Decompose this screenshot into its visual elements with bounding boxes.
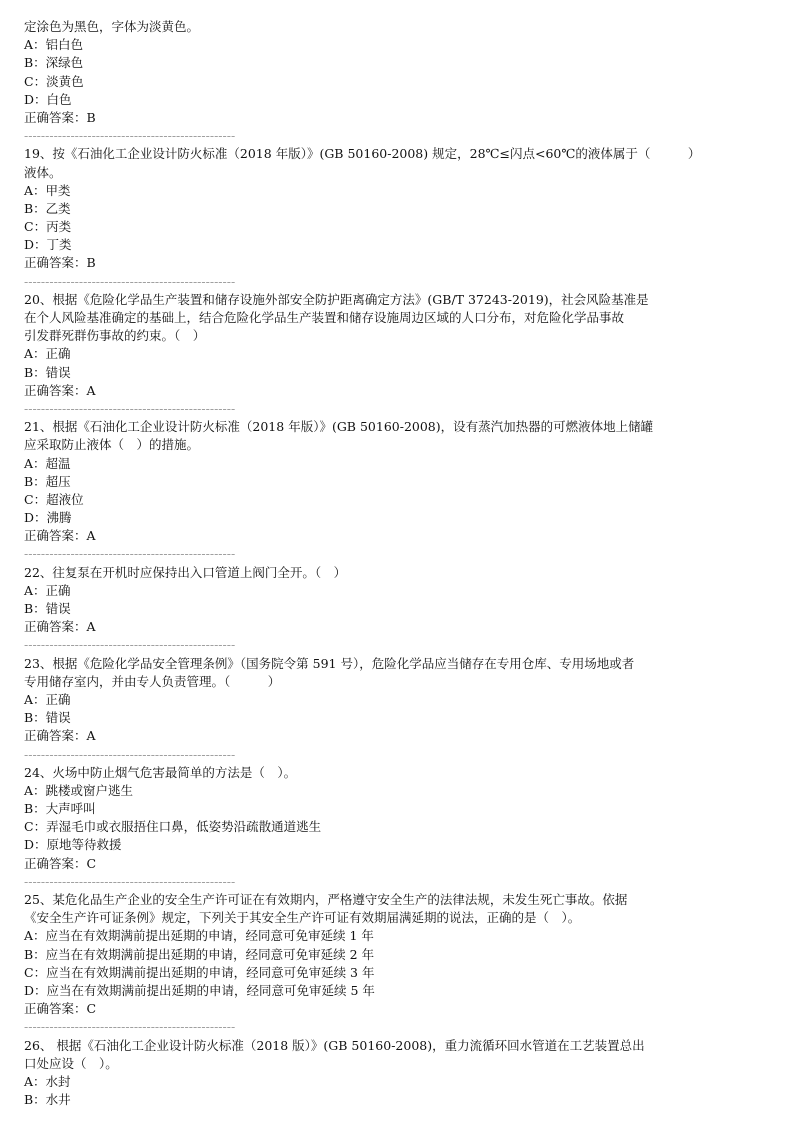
question-text-line: 应采取防止液体（ ）的措施。 [24,437,200,453]
option-b: B：错误 [24,710,71,726]
question-text-line: 20、根据《危险化学品生产装置和储存设施外部安全防护距离确定方法》(GB/T 37243-2019)，社会风险基准是 [24,291,649,307]
option-c: C：淡黄色 [24,73,84,89]
option-b: B：错误 [24,364,71,380]
correct-answer: 正确答案：B [24,109,96,125]
question-intro [24,18,724,145]
correct-answer: 正确答案：A [24,619,96,635]
question-text-line: 《安全生产许可证条例》规定，下列关于其安全生产许可证有效期届满延期的说法，正确的是（ ）。 [24,910,581,926]
option-c: C：应当在有效期满前提出延期的申请，经同意可免审延续 3 年 [24,964,375,980]
question-text-line: 24、火场中防止烟气危害最简单的方法是（ ）。 [24,764,297,780]
question-text-line: 26、 根据《石油化工企业设计防火标准（2018 版）》(GB 50160-2008)，重力流循环回水管道在工艺装置总出 [24,1037,645,1053]
option-b: B：深绿色 [24,55,84,71]
option-c: C：超液位 [24,491,84,507]
question-text-line: 23、根据《危险化学品安全管理条例》（国务院令第 591 号），危险化学品应当储存在专用仓库、专用场地或者 [24,655,635,671]
correct-answer: 正确答案：A [24,382,96,398]
option-a: A：正确 [24,691,71,707]
question-text-line: 在个人风险基准确定的基础上，结合危险化学品生产装置和储存设施周边区域的人口分布，对危险化学品事故 [24,310,625,325]
option-a: A：甲类 [24,182,71,198]
option-b: B：应当在有效期满前提出延期的申请，经同意可免审延续 2 年 [24,946,375,962]
option-a: A：正确 [24,346,71,362]
question-text-line: 19、按《石油化工企业设计防火标准（2018 年版）》(GB 50160-2008) 规定，28℃≤闪点<60℃的液体属于（ ） [24,146,701,162]
question-text-line: 口处应设（ ）。 [24,1055,118,1071]
option-a: A：应当在有效期满前提出延期的申请，经同意可免审延续 1 年 [24,928,374,944]
separator-line: -------------------------------------------------- [24,873,236,889]
question-block [24,891,724,1037]
correct-answer: 正确答案：C [24,855,97,871]
correct-answer: 正确答案：B [24,255,96,271]
correct-answer: 正确答案：A [24,728,96,744]
option-a: A：跳楼或窗户逃生 [24,782,134,798]
option-d: D：原地等待救援 [24,837,122,853]
separator-line: -------------------------------------------------- [24,637,236,653]
question-block [24,418,724,564]
question-text-line: 22、往复泵在开机时应保持出入口管道上阀门全开。（ ） [24,564,347,580]
option-c: C：丙类 [24,219,72,235]
separator-line: -------------------------------------------------- [24,1019,236,1035]
separator-line: -------------------------------------------------- [24,273,236,289]
option-d: D：丁类 [24,237,72,253]
option-a: A：超温 [24,455,71,471]
question-block [24,764,724,891]
option-b: B：乙类 [24,200,71,216]
option-b: B：大声呼叫 [24,801,96,817]
question-text-line: 专用储存室内，并由专人负责管理。（ ） [24,673,281,689]
question-text-line: 21、根据《石油化工企业设计防火标准（2018 年版）》(GB 50160-2008)，设有蒸汽加热器的可燃液体地上储罐 [24,419,654,435]
option-d: D：应当在有效期满前提出延期的申请，经同意可免审延续 5 年 [24,982,375,998]
question-text: 定涂色为黑色，字体为淡黄色。 [24,19,200,34]
option-c: C：弄湿毛巾或衣服捂住口鼻，低姿势沿疏散通道逃生 [24,819,322,835]
option-b: B：错误 [24,601,71,616]
correct-answer: 正确答案：A [24,528,96,544]
question-block [24,291,724,418]
option-d: D：白色 [24,91,72,107]
question-block [24,1037,724,1110]
question-list [24,145,724,1109]
correct-answer: 正确答案：C [24,1001,97,1017]
option-a: A：铝白色 [24,37,84,53]
option-a: A：水封 [24,1073,71,1089]
separator-line: -------------------------------------------------- [24,400,236,416]
question-text-line: 液体。 [24,164,62,180]
separator-line: -------------------------------------------------- [24,746,236,762]
option-d: D：沸腾 [24,510,72,526]
question-text-line: 25、某危化品生产企业的安全生产许可证在有效期内，严格遵守安全生产的法律法规，未发生死亡事故。依据 [24,892,628,907]
option-b: B：水井 [24,1092,71,1108]
question-block [24,564,724,655]
exam-document [24,18,724,1109]
separator-line: -------------------------------------------------- [24,128,236,144]
separator-line: -------------------------------------------------- [24,546,236,562]
option-a: A：正确 [24,582,71,598]
question-text-line: 引发群死群伤事故的约束。（ ） [24,328,206,344]
question-block [24,655,724,764]
question-block [24,145,724,291]
option-b: B：超压 [24,473,71,489]
